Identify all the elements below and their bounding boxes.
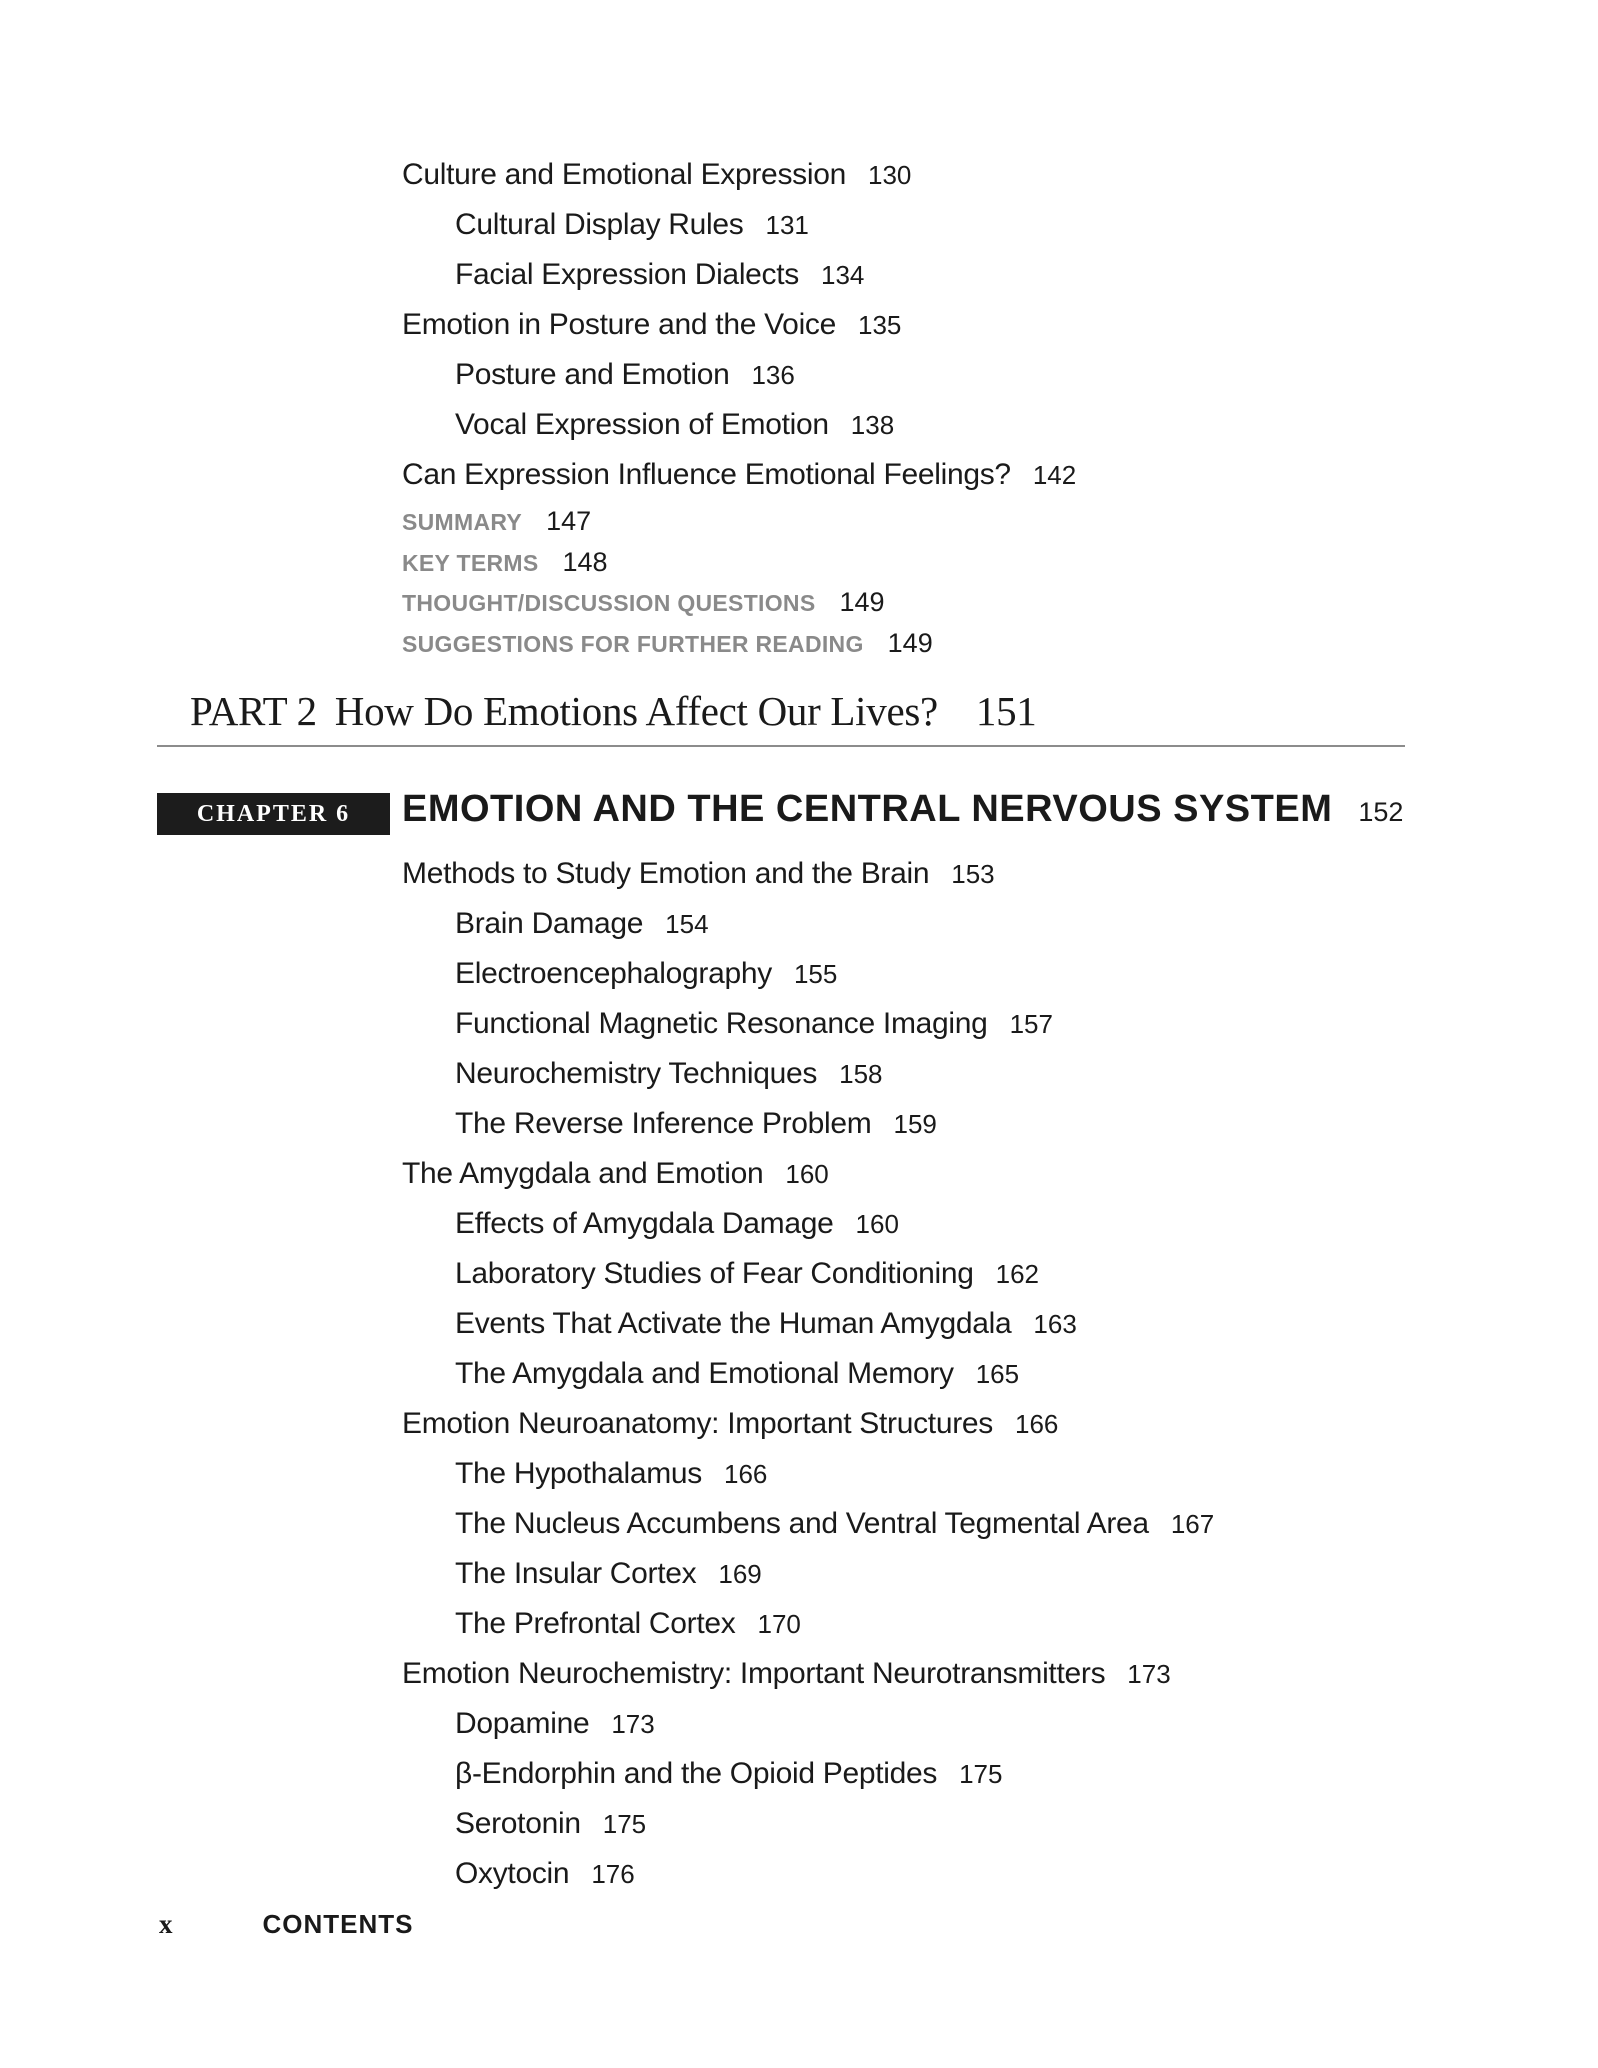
entry-title: The Prefrontal Cortex [455,1607,736,1640]
part-title: How Do Emotions Affect Our Lives? [334,688,938,734]
chapter-page: 152 [1358,797,1404,827]
backmatter-page: 148 [562,546,608,577]
entry-page: 157 [1009,1009,1053,1039]
toc-entry[interactable] [402,1449,1402,1499]
entry-page: 142 [1032,460,1077,490]
backmatter-label: THOUGHT/DISCUSSION QUESTIONS [402,590,816,616]
entry-page: 162 [995,1259,1040,1289]
entry-page: 138 [850,410,895,440]
entry-page: 154 [665,909,709,939]
entry-title: Effects of Amygdala Damage [455,1207,834,1240]
entry-page: 134 [821,260,865,290]
part-heading[interactable] [190,687,1037,735]
backmatter-page: 149 [887,627,933,658]
chapter-badge: CHAPTER 6 [157,793,390,835]
toc-entry[interactable] [402,1199,1402,1249]
entry-title: Dopamine [455,1707,590,1740]
backmatter-entry[interactable] [402,623,933,664]
entry-title: Emotion Neuroanatomy: Important Structures [402,1407,994,1440]
entry-title: Oxytocin [455,1857,570,1890]
toc-entry[interactable] [402,999,1402,1049]
entry-page: 173 [1127,1659,1171,1689]
toc-entry[interactable] [402,450,1402,500]
toc-entry[interactable] [402,1749,1402,1799]
backmatter-entry[interactable] [402,542,933,583]
entry-title: Events That Activate the Human Amygdala [455,1307,1012,1340]
toc-entry[interactable] [402,1049,1402,1099]
entry-title: β-Endorphin and the Opioid Peptides [455,1757,938,1790]
part-divider [157,745,1405,747]
entry-title: Methods to Study Emotion and the Brain [402,857,930,890]
entry-title: Electroencephalography [455,957,772,990]
toc-entry[interactable] [402,1699,1402,1749]
entry-title: Posture and Emotion [455,358,730,391]
backmatter-page: 147 [546,506,592,536]
entry-page: 131 [765,210,809,240]
entry-title: Facial Expression Dialects [455,258,799,291]
toc-entry[interactable] [402,1349,1402,1399]
entry-page: 160 [855,1209,899,1239]
entry-title: Culture and Emotional Expression [402,158,846,191]
entry-page: 167 [1170,1509,1215,1539]
chapter-heading[interactable] [402,788,1403,831]
entry-page: 159 [893,1109,937,1139]
toc-entry[interactable] [402,1499,1402,1549]
entry-page: 158 [839,1059,883,1089]
entry-page: 166 [1015,1409,1059,1439]
toc-entry[interactable] [402,1399,1402,1449]
entry-page: 130 [867,160,912,190]
entry-title: Can Expression Influence Emotional Feelings? [402,458,1011,491]
toc-entry[interactable] [402,1549,1402,1599]
toc-entry[interactable] [402,1799,1402,1849]
entry-title: The Insular Cortex [455,1557,697,1590]
toc-entry[interactable] [402,350,1402,400]
entry-page: 136 [751,360,795,390]
backmatter-entry[interactable] [402,501,933,542]
entry-page: 173 [611,1709,655,1739]
entry-page: 160 [785,1159,829,1189]
entry-title: Neurochemistry Techniques [455,1057,818,1090]
backmatter-label: SUGGESTIONS FOR FURTHER READING [402,630,864,657]
part-page: 151 [975,688,1037,734]
entry-title: Brain Damage [455,907,644,940]
backmatter-label: SUMMARY [402,509,523,535]
entry-title: The Hypothalamus [455,1457,702,1490]
toc-entry[interactable] [402,300,1402,350]
toc-entry[interactable] [402,250,1402,300]
toc-entry[interactable] [402,899,1402,949]
entry-page: 170 [757,1609,801,1639]
entry-page: 176 [591,1859,635,1889]
entry-title: The Nucleus Accumbens and Ventral Tegmental Area [455,1507,1149,1540]
entry-title: Emotion in Posture and the Voice [402,308,837,341]
toc-entry[interactable] [402,1149,1402,1199]
entry-page: 155 [793,959,838,989]
toc-entry[interactable] [402,400,1402,450]
toc-entry[interactable] [402,1649,1402,1699]
toc-entry[interactable] [402,1299,1402,1349]
chapter-title: EMOTION AND THE CENTRAL NERVOUS SYSTEM [402,788,1333,830]
toc-entry[interactable] [402,1099,1402,1149]
toc-entry[interactable] [402,1849,1402,1899]
entry-page: 135 [858,310,902,340]
entry-title: The Amygdala and Emotion [402,1157,764,1190]
entry-page: 153 [951,859,995,889]
backmatter-entry[interactable] [402,582,933,623]
entry-title: Functional Magnetic Resonance Imaging [455,1007,988,1040]
entry-page: 175 [959,1759,1003,1789]
toc-entry[interactable] [402,1249,1402,1299]
page-number: x [159,1909,173,1939]
toc-entry[interactable] [402,949,1402,999]
backmatter-page: 149 [839,587,885,617]
toc-entry[interactable] [402,150,1402,200]
entry-title: Emotion Neurochemistry: Important Neurotransmitters [402,1657,1106,1690]
toc-entry[interactable] [402,1599,1402,1649]
entry-page: 163 [1033,1309,1077,1339]
part-label: PART 2 [190,688,317,734]
entry-title: The Reverse Inference Problem [455,1107,872,1140]
toc-section-top [402,150,1402,500]
entry-page: 175 [602,1809,647,1839]
entry-title: Laboratory Studies of Fear Conditioning [455,1257,974,1290]
entry-page: 165 [975,1359,1020,1389]
entry-page: 169 [718,1559,762,1589]
backmatter-list [402,501,933,663]
entry-title: Cultural Display Rules [455,208,744,241]
page-footer [159,1909,414,1940]
entry-title: Vocal Expression of Emotion [455,408,829,441]
toc-entry[interactable] [402,849,1402,899]
toc-section-chapter [402,849,1402,1899]
running-footer-label: CONTENTS [262,1909,414,1939]
toc-entry[interactable] [402,200,1402,250]
backmatter-label: KEY TERMS [402,549,539,576]
entry-page: 166 [724,1459,768,1489]
entry-title: The Amygdala and Emotional Memory [455,1357,954,1390]
entry-title: Serotonin [455,1807,581,1840]
